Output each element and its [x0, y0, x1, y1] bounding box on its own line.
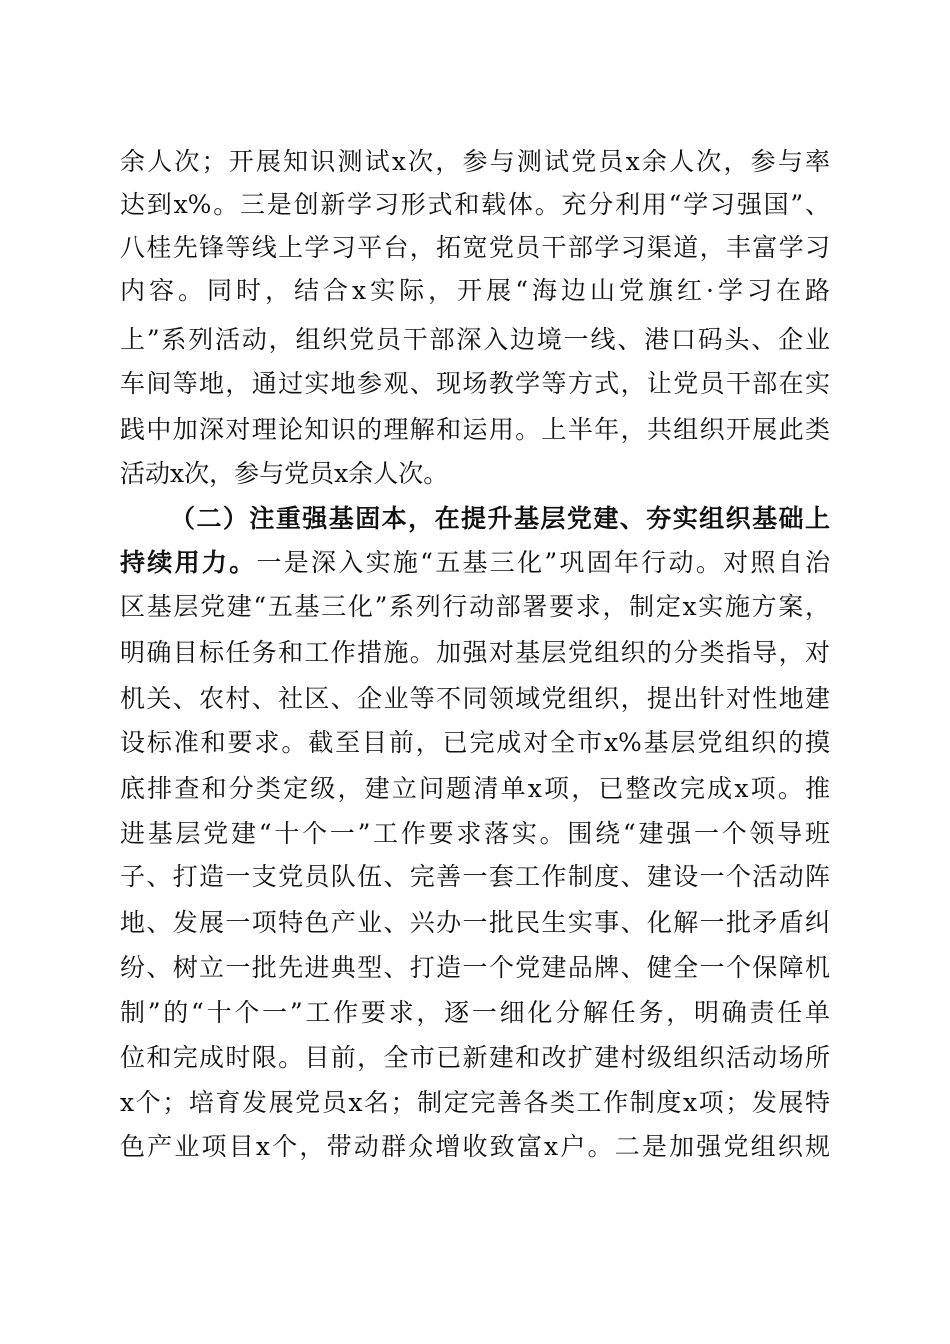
text-line: 活动x次，参与党员x余人次。: [120, 459, 449, 488]
text-line: 车间等地，通过实地参观、现场教学等方式，让党员干部在实: [120, 369, 830, 398]
text-line: 纷、树立一批先进典型、打造一个党建品牌、健全一个保障机: [120, 953, 830, 982]
section-heading: （二）注重强基固本，在提升基层党建、夯实组织基础上: [170, 504, 830, 533]
text-line: 进基层党建“十个一”工作要求落实。围绕“建强一个领导班: [120, 819, 830, 848]
text-line: 色产业项目x个，带动群众增收致富x户。二是加强党组织规: [120, 1132, 830, 1161]
text-line: 明确目标任务和工作措施。加强对基层党组织的分类指导，对: [120, 638, 830, 667]
text-segment: 一是深入实施“五基三化”巩固年行动。对照自治: [256, 548, 830, 577]
text-line: 内容。同时，结合x实际，开展“海边山党旗红·学习在路: [120, 276, 830, 305]
text-line: x个；培育发展党员x名；制定完善各类工作制度x项；发展特: [120, 1088, 830, 1117]
text-line: 设标准和要求。截至目前，已完成对全市x%基层党组织的摸: [120, 728, 830, 757]
text-line: 践中加深对理论知识的理解和运用。上半年，共组织开展此类: [120, 415, 830, 444]
text-line: 制”的“十个一”工作要求，逐一细化分解任务，明确责任单: [120, 998, 830, 1027]
text-line: 达到x%。三是创新学习形式和载体。充分利用“学习强国”、: [120, 190, 830, 219]
text-line: 底排查和分类定级，建立问题清单x项，已整改完成x项。推: [120, 774, 830, 803]
text-line: 机关、农村、社区、企业等不同领域党组织，提出针对性地建: [120, 684, 830, 713]
text-line-with-lead: [120, 541, 830, 585]
text-line: 上”系列活动，组织党员干部深入边境一线、港口码头、企业: [120, 325, 830, 354]
text-line: 八桂先锋等线上学习平台，拓宽党员干部学习渠道，丰富学习: [120, 233, 830, 262]
text-line: 位和完成时限。目前，全市已新建和改扩建村级组织活动场所: [120, 1043, 830, 1072]
text-line: 地、发展一项特色产业、兴办一批民生实事、化解一批矛盾纠: [120, 908, 830, 937]
section-heading-end: 持续用力。: [120, 548, 257, 577]
text-line: 余人次；开展知识测试x次，参与测试党员x余人次，参与率: [120, 147, 830, 176]
text-line: 区基层党建“五基三化”系列行动部署要求，制定x实施方案，: [120, 592, 830, 621]
text-line: 子、打造一支党员队伍、完善一套工作制度、建设一个活动阵: [120, 862, 830, 891]
